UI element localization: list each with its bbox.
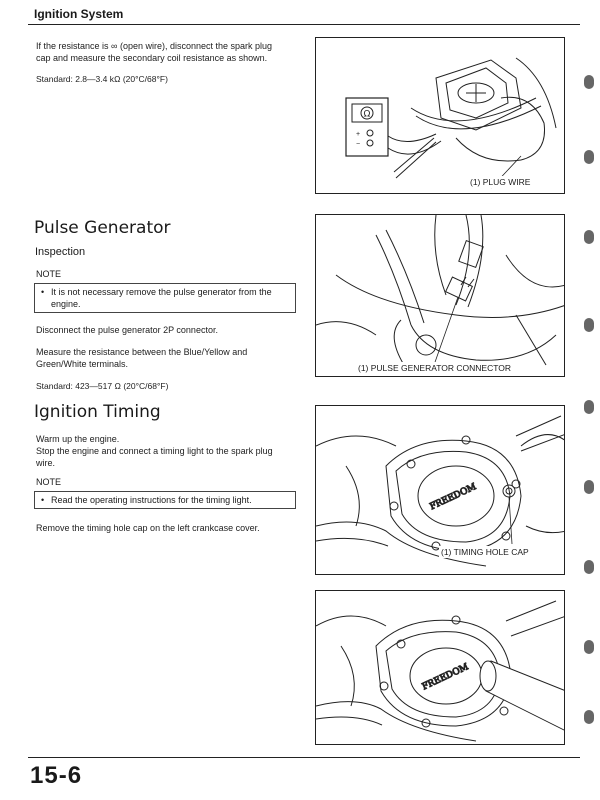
pulse-generator-step-measure-line2: Green/White terminals. — [36, 359, 129, 369]
svg-text:Ω: Ω — [363, 109, 371, 120]
note-text-line1: It is not necessary remove the pulse generator from the — [51, 287, 272, 297]
ignition-timing-step-connect-line1: Stop the engine and connect a timing light to the spark plug — [36, 446, 273, 456]
svg-text:+: + — [356, 131, 361, 138]
page-number: 15-6 — [30, 762, 83, 789]
binder-edge-mark — [584, 560, 594, 574]
note-bullet: • — [41, 287, 45, 297]
header-rule — [28, 24, 580, 25]
pulse-generator-standard: Standard: 423—517 Ω (20°C/68°F) — [36, 381, 169, 391]
binder-edge-mark — [584, 480, 594, 494]
timing-check-illustration — [316, 591, 565, 745]
page-header-title: Ignition System — [34, 7, 124, 21]
figure-secondary-coil-test — [315, 37, 565, 194]
svg-text:FREEDOM: FREEDOM — [428, 482, 479, 513]
pulse-generator-step-disconnect: Disconnect the pulse generator 2P connector. — [36, 325, 218, 335]
note-box-ignition-timing — [34, 491, 296, 509]
footer-rule — [28, 757, 580, 758]
subsection-title-inspection: Inspection — [35, 246, 86, 258]
binder-edge-mark — [584, 150, 594, 164]
binder-edge-mark — [584, 710, 594, 724]
figure-pulse-generator-connector — [315, 214, 565, 377]
figure-caption-pulse-generator-connector: (1) PULSE GENERATOR CONNECTOR — [358, 363, 512, 373]
binder-edge-mark — [584, 318, 594, 332]
figure-timing-check — [315, 590, 565, 745]
binder-edge-mark — [584, 75, 594, 89]
pulse-generator-step-measure-line1: Measure the resistance between the Blue/Yellow and — [36, 347, 248, 357]
pulse-generator-illustration — [316, 215, 565, 377]
note-text-line2: engine. — [51, 299, 81, 309]
note-label-pulse-generator: NOTE — [36, 269, 62, 279]
note-text-line1: Read the operating instructions for the timing light. — [51, 495, 252, 505]
figure-timing-hole-cap — [315, 405, 565, 575]
note-bullet: • — [41, 495, 45, 505]
binder-edge-mark — [584, 230, 594, 244]
note-label-ignition-timing: NOTE — [36, 477, 62, 487]
secondary-coil-instruction-line2: cap and measure the secondary coil resistance as shown. — [36, 53, 268, 63]
figure-caption-plug-wire: (1) PLUG WIRE — [470, 177, 531, 187]
secondary-coil-instruction-line1: If the resistance is ∞ (open wire), disconnect the spark plug — [36, 41, 273, 51]
ignition-timing-step-warm-up: Warm up the engine. — [36, 434, 120, 444]
svg-text:−: − — [356, 141, 361, 148]
secondary-coil-illustration — [316, 38, 565, 194]
binder-edge-mark — [584, 640, 594, 654]
ignition-timing-step-connect-line2: wire. — [36, 458, 56, 468]
note-box-pulse-generator — [34, 283, 296, 313]
ignition-timing-step-remove-cap: Remove the timing hole cap on the left crankcase cover. — [36, 523, 260, 533]
section-title-pulse-generator: Pulse Generator — [34, 218, 171, 238]
section-title-ignition-timing: Ignition Timing — [34, 402, 161, 422]
svg-text:FREEDOM: FREEDOM — [420, 662, 471, 693]
binder-edge-mark — [584, 400, 594, 414]
figure-caption-timing-hole-cap: (1) TIMING HOLE CAP — [441, 547, 529, 557]
secondary-coil-standard: Standard: 2.8—3.4 kΩ (20°C/68°F) — [36, 74, 168, 84]
